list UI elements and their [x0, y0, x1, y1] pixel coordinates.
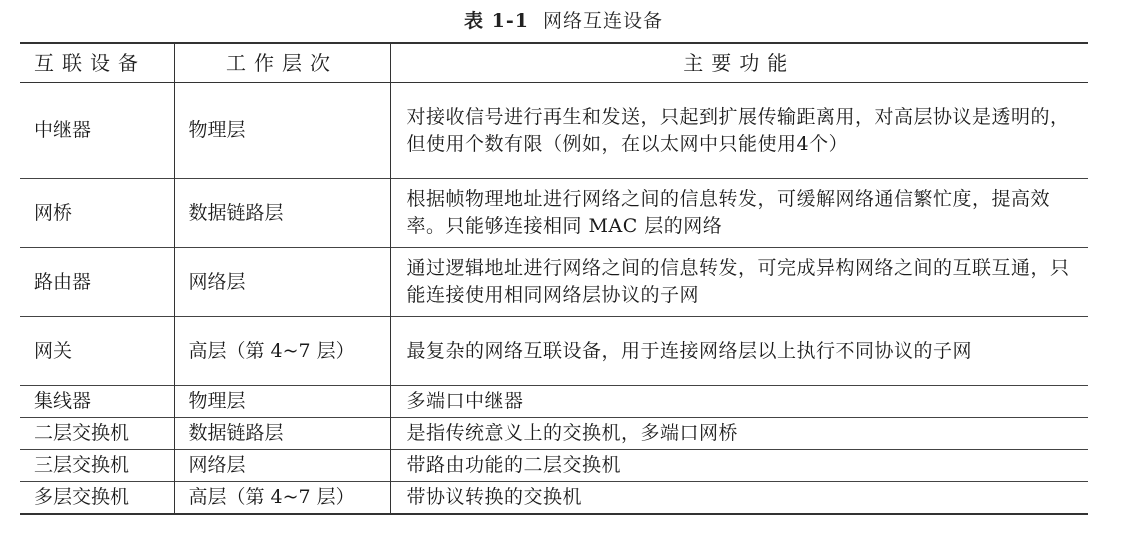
table-row: [20, 179, 1088, 248]
cell-device: 中继器: [34, 119, 92, 141]
cell-layer: 物理层: [174, 386, 390, 418]
cell-device: 多层交换机: [34, 486, 130, 508]
header-row: [20, 43, 1088, 83]
cell-layer: 高层（第 4~7 层）: [174, 317, 390, 386]
cell-layer: 网络层: [174, 248, 390, 317]
cell-device: 路由器: [34, 270, 92, 293]
cell-device: 二层交换机: [34, 422, 130, 444]
cell-function: 多端口中继器: [390, 386, 1088, 418]
cell-function: 根据帧物理地址进行网络之间的信息转发，可缓解网络通信繁忙度，提高效率。只能够连接相同 MAC 层的网络: [390, 179, 1088, 248]
cell-function: 是指传统意义上的交换机，多端口网桥: [390, 418, 1088, 450]
table-row: [20, 386, 1088, 418]
cell-function: 带路由功能的二层交换机: [390, 450, 1088, 482]
table-row: [20, 83, 1088, 179]
header-layer: 工作层次: [174, 43, 390, 83]
cell-layer: 数据链路层: [174, 179, 390, 248]
cell-function: 带协议转换的交换机: [390, 482, 1088, 515]
cell-device: 三层交换机: [34, 454, 130, 476]
cell-layer: 物理层: [174, 83, 390, 179]
cell-device: 网关: [34, 339, 73, 362]
table-row: [20, 482, 1088, 515]
cell-function: 对接收信号进行再生和发送，只起到扩展传输距离用，对高层协议是透明的，但使用个数有限（例如，在以太网中只能使用4个）: [390, 83, 1088, 179]
cell-function: 通过逻辑地址进行网络之间的信息转发，可完成异构网络之间的互联互通，只能连接使用相同网络层协议的子网: [390, 248, 1088, 317]
cell-layer: 网络层: [174, 450, 390, 482]
table-number: 表 1-1: [464, 10, 529, 32]
cell-device: 网桥: [34, 201, 73, 224]
table-row: [20, 450, 1088, 482]
table-row: [20, 418, 1088, 450]
table-row: [20, 317, 1088, 386]
cell-layer: 高层（第 4~7 层）: [174, 482, 390, 515]
network-device-table: [20, 42, 1088, 515]
cell-device: 集线器: [34, 390, 92, 412]
table-caption: [0, 6, 1127, 33]
table-row: [20, 248, 1088, 317]
table-title: 网络互连设备: [542, 10, 663, 32]
header-function: 主要功能: [390, 43, 1088, 83]
header-device: 互联设备: [34, 50, 146, 75]
cell-layer: 数据链路层: [174, 418, 390, 450]
cell-function: 最复杂的网络互联设备，用于连接网络层以上执行不同协议的子网: [390, 317, 1088, 386]
